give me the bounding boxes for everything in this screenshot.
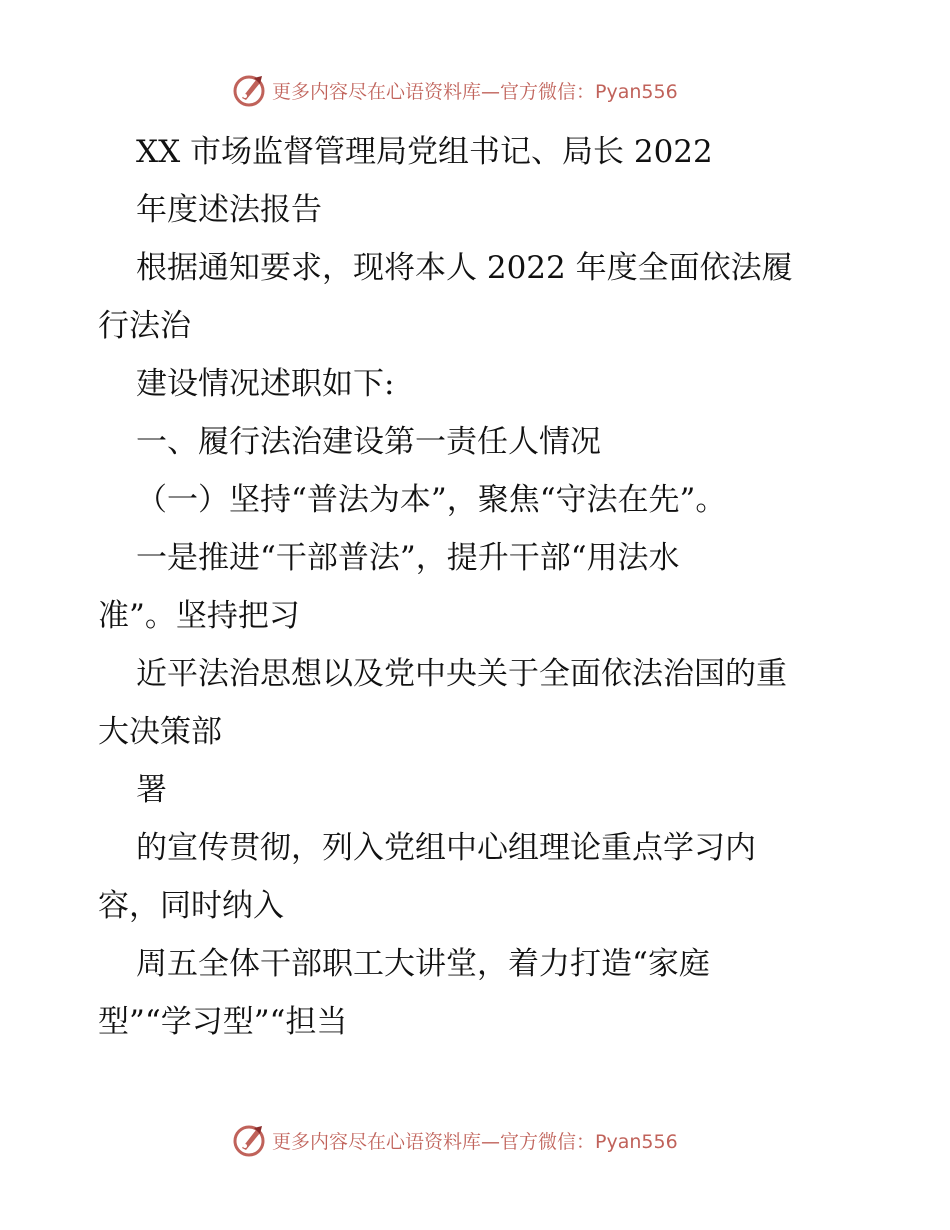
watermark-text: 更多内容尽在心语资料库—官方微信：Pyan556 [272, 80, 678, 103]
document-line: 行法治 [98, 308, 191, 344]
watermark-text: 更多内容尽在心语资料库—官方微信：Pyan556 [272, 1130, 678, 1153]
watermark-banner-bottom [232, 1120, 712, 1160]
document-body [98, 123, 878, 1051]
document-line: 署 [136, 772, 167, 808]
document-line: XX 市场监督管理局党组书记、局长 2022 [136, 134, 713, 170]
document-line: 周五全体干部职工大讲堂，着力打造“家庭 [136, 946, 710, 982]
document-line: 容，同时纳入 [98, 888, 284, 924]
document-line: 一是推进“干部普法”，提升干部“用法水 [136, 540, 680, 576]
document-line: 的宣传贯彻，列入党组中心组理论重点学习内 [136, 830, 756, 866]
quill-logo-icon [232, 1122, 268, 1158]
document-line: 型”“学习型”“担当 [98, 1004, 348, 1040]
document-line: 一、履行法治建设第一责任人情况 [136, 424, 601, 460]
document-line: 年度述法报告 [136, 192, 322, 228]
quill-logo-icon [232, 72, 268, 108]
document-line: （一）坚持“普法为本”，聚焦“守法在先”。 [136, 482, 727, 518]
document-line: 建设情况述职如下: [136, 366, 395, 402]
document-line: 根据通知要求，现将本人 2022 年度全面依法履 [136, 250, 793, 286]
document-line: 准”。坚持把习 [98, 598, 300, 634]
document-line: 大决策部 [98, 714, 222, 750]
watermark-banner-top [232, 70, 712, 110]
document-line: 近平法治思想以及党中央关于全面依法治国的重 [136, 656, 787, 692]
